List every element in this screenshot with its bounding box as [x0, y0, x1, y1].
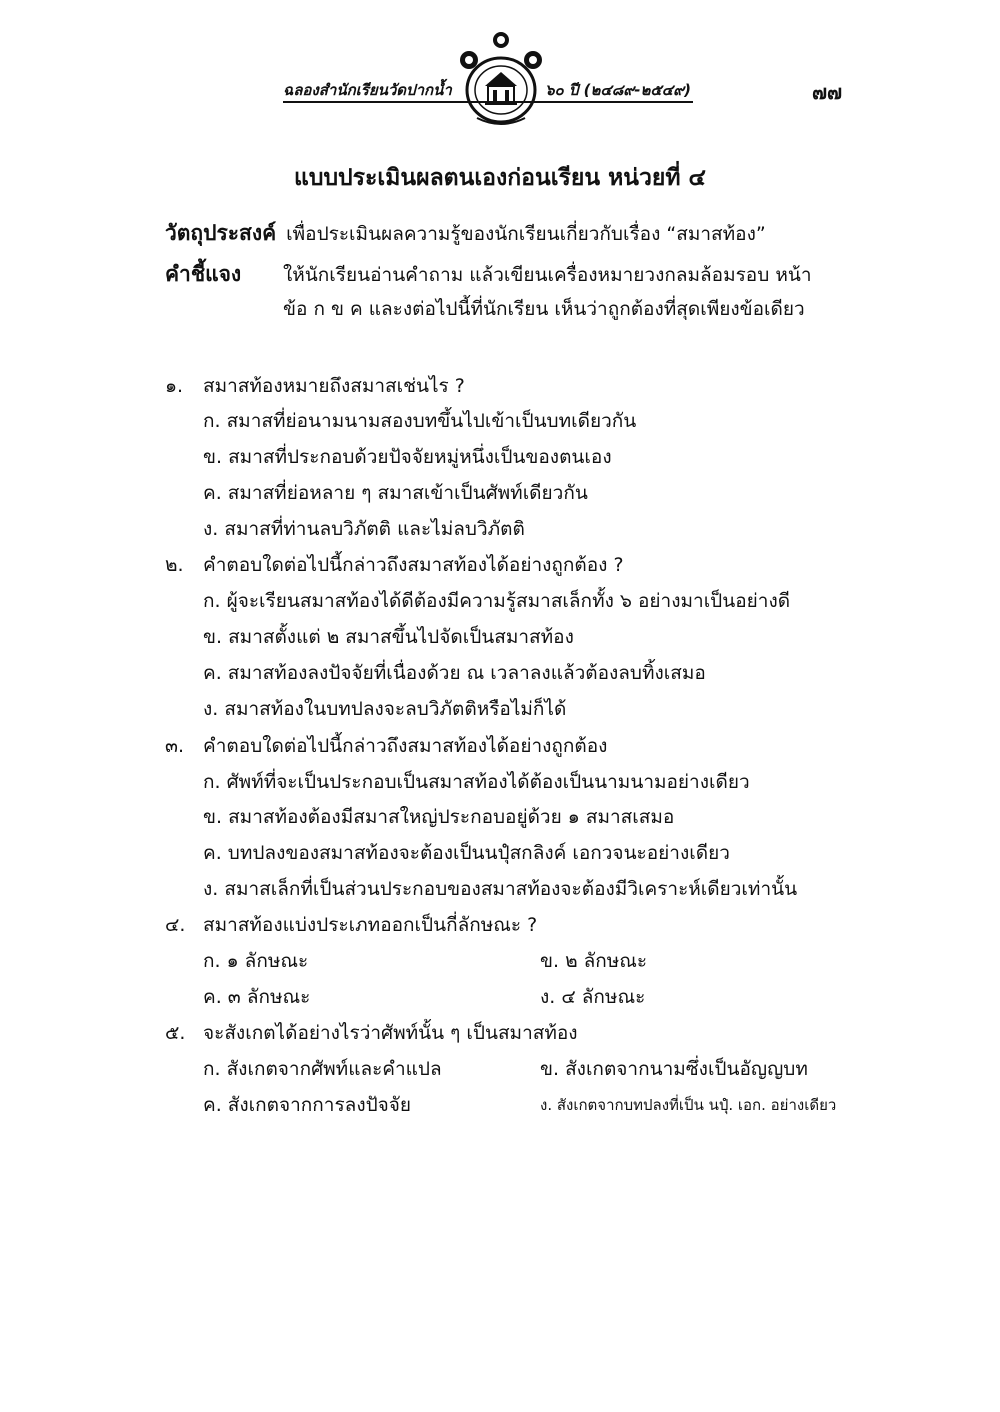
choice-5d: ง. สังเกตจากบทปลงที่เป็น นปุํ. เอก. อย่างเดียว	[540, 1096, 837, 1114]
header-institution: ฉลองสำนักเรียนวัดปากน้ำ	[283, 81, 452, 99]
choice-2d: ง. สมาสท้องในบทปลงจะลบวิภัตติหรือไม่ก็ได้	[203, 698, 567, 720]
choice-1b: ข. สมาสที่ประกอบด้วยปัจจัยหมู่หนึ่งเป็นของตนเอง	[203, 446, 612, 468]
question-text: สมาสท้องแบ่งประเภทออกเป็นกี่ลักษณะ ?	[203, 914, 538, 936]
instruction-label: คำชี้แจง	[165, 262, 242, 286]
instruction	[165, 258, 812, 291]
question-3	[165, 731, 607, 761]
choice-1d: ง. สมาสที่ท่านลบวิภัตติ และไม่ลบวิภัตติ	[203, 518, 525, 540]
choice-3d: ง. สมาสเล็กที่เป็นส่วนประกอบของสมาสท้องจะต้องมีวิเคราะห์เดียวเท่านั้น	[203, 878, 798, 900]
question-5	[165, 1018, 578, 1048]
choice-2c: ค. สมาสท้องลงปัจจัยที่เนื่องด้วย ณ เวลาลงแล้วต้องลบทิ้งเสมอ	[203, 662, 706, 684]
question-text: สมาสท้องหมายถึงสมาสเช่นไร ?	[203, 375, 465, 397]
choice-3c: ค. บทปลงของสมาสท้องจะต้องเป็นนปุํสกลิงค์ เอกวจนะอย่างเดียว	[203, 842, 730, 864]
choice-3a: ก. ศัพท์ที่จะเป็นประกอบเป็นสมาสท้องได้ต้องเป็นนามนามอย่างเดียว	[203, 771, 750, 793]
choice-5b: ข. สังเกตจากนามซึ่งเป็นอัญญบท	[540, 1058, 808, 1080]
header-anniversary: ๖๐ ปี (๒๔๘๙-๒๕๔๙)	[545, 81, 691, 99]
question-text: คำตอบใดต่อไปนี้กล่าวถึงสมาสท้องได้อย่างถูกต้อง	[203, 735, 608, 757]
choice-4c: ค. ๓ ลักษณะ	[203, 986, 311, 1008]
choice-1a: ก. สมาสที่ย่อนามนามสองบทขึ้นไปเข้าเป็นบทเดียวกัน	[203, 410, 637, 432]
question-number: ๓.	[165, 735, 185, 757]
page-number: ๗๗	[812, 80, 843, 104]
question-number: ๔.	[165, 914, 186, 936]
choice-5c: ค. สังเกตจากการลงปัจจัย	[203, 1094, 412, 1116]
choice-2a: ก. ผู้จะเรียนสมาสท้องได้ดีต้องมีความรู้สมาสเล็กทั้ง ๖ อย่างมาเป็นอย่างดี	[203, 590, 791, 612]
question-1	[165, 371, 465, 401]
question-number: ๒.	[165, 554, 184, 576]
page-title: แบบประเมินผลตนเองก่อนเรียน หน่วยที่ ๔	[294, 165, 706, 191]
question-number: ๕.	[165, 1022, 186, 1044]
temple-seal-emblem	[455, 22, 547, 132]
instruction-line-2: ข้อ ก ข ค และงต่อไปนี้ที่นักเรียน เห็นว่าถูกต้องที่สุดเพียงข้อเดียว	[283, 298, 805, 320]
choice-4a: ก. ๑ ลักษณะ	[203, 950, 309, 972]
choice-2b: ข. สมาสตั้งแต่ ๒ สมาสขึ้นไปจัดเป็นสมาสท้อง	[203, 626, 574, 648]
objective	[165, 217, 766, 250]
choice-4d: ง. ๔ ลักษณะ	[540, 986, 646, 1008]
choice-4b: ข. ๒ ลักษณะ	[540, 950, 648, 972]
question-number: ๑.	[165, 375, 184, 397]
choice-5a: ก. สังเกตจากศัพท์และคำแปล	[203, 1058, 442, 1080]
question-4	[165, 910, 537, 940]
objective-text: เพื่อประเมินผลความรู้ของนักเรียนเกี่ยวกับเรื่อง “สมาสท้อง”	[286, 223, 766, 245]
choice-1c: ค. สมาสที่ย่อหลาย ๆ สมาสเข้าเป็นศัพท์เดียวกัน	[203, 482, 588, 504]
instruction-line-1: ให้นักเรียนอ่านคำถาม แล้วเขียนเครื่องหมายวงกลมล้อมรอบ หน้า	[283, 264, 812, 286]
choice-3b: ข. สมาสท้องต้องมีสมาสใหญ่ประกอบอยู่ด้วย ๑ สมาสเสมอ	[203, 806, 675, 828]
question-text: จะสังเกตได้อย่างไรว่าศัพท์นั้น ๆ เป็นสมาสท้อง	[203, 1022, 578, 1044]
question-2	[165, 550, 624, 580]
objective-label: วัตถุประสงค์	[165, 221, 277, 245]
question-text: คำตอบใดต่อไปนี้กล่าวถึงสมาสท้องได้อย่างถูกต้อง ?	[203, 554, 624, 576]
